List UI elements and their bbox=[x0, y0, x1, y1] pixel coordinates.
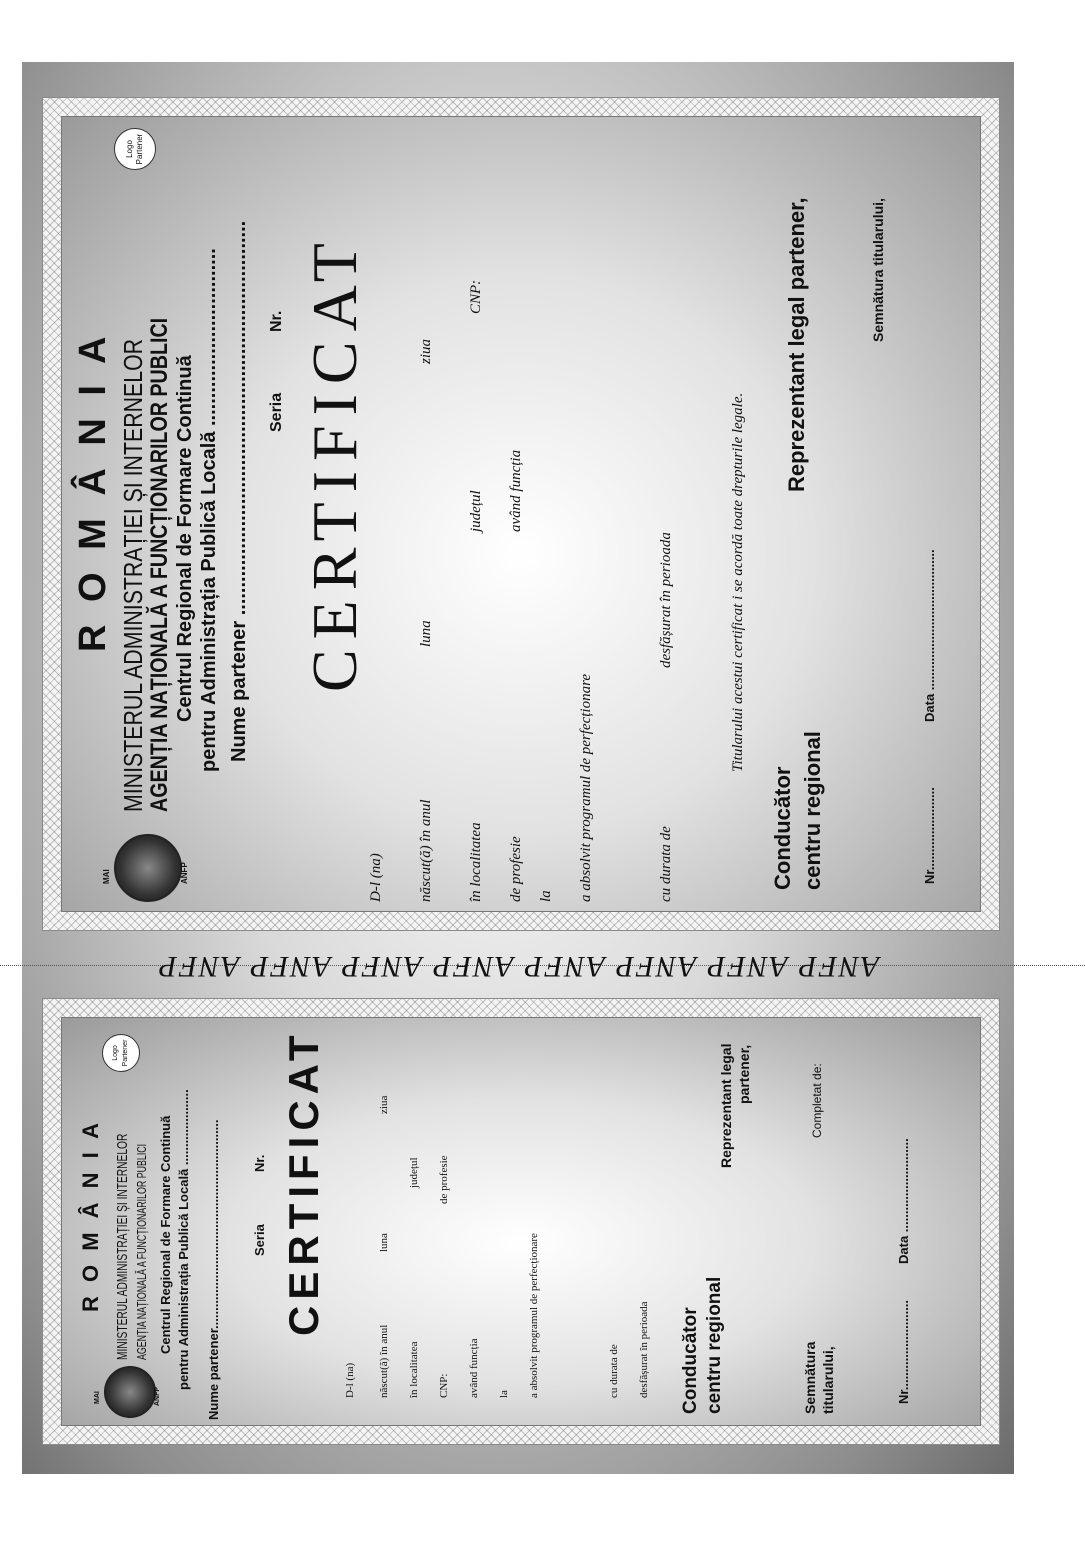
large-certificate-content bbox=[62, 120, 976, 912]
anfp-strip-text: ANFP ANFP ANFP ANFP ANFP ANFP ANFP ANFP bbox=[156, 950, 880, 983]
large-partner-name: Nume partener ....................................................................... bbox=[228, 220, 250, 762]
large-day-label: ziua bbox=[418, 338, 434, 364]
small-ministry: MINISTERUL ADMINISTRAȚIEI ȘI INTERNELOR bbox=[114, 1133, 131, 1360]
small-day-label: ziua bbox=[378, 1095, 390, 1114]
small-nr-line: Nr......................... bbox=[896, 1299, 911, 1404]
large-leader-line2: centru regional bbox=[800, 731, 825, 890]
small-holder-line1: Semnătura bbox=[802, 1341, 818, 1414]
large-profession-label: de profesie bbox=[508, 836, 524, 902]
large-la-label: la bbox=[538, 890, 554, 902]
large-country: R O M Â N I A bbox=[72, 330, 114, 652]
small-legal-rep-line1: Reprezentant legal bbox=[718, 1043, 734, 1168]
large-date-line: Data ....................................... bbox=[922, 549, 937, 722]
large-leader-line1: Conducător bbox=[770, 766, 795, 890]
large-period-label: desfășurat în perioada bbox=[658, 532, 674, 668]
large-seal-top-label: MAI bbox=[102, 869, 111, 884]
small-title: CERTIFICAT bbox=[280, 1029, 327, 1336]
large-centre-line2: pentru Administrația Publică Locală ................................ bbox=[198, 248, 220, 772]
small-country: R O M Â N I A bbox=[78, 1119, 103, 1312]
large-holder-signature: Semnătura titularului, bbox=[870, 198, 886, 342]
small-dl-label: D-l (na) bbox=[344, 1362, 356, 1398]
large-mai-seal-icon bbox=[114, 834, 182, 902]
large-locality-label: în localitatea bbox=[468, 822, 484, 902]
small-duration-label: cu durata de bbox=[608, 1344, 620, 1398]
large-duration-label: cu durata de bbox=[658, 826, 674, 902]
small-partner-logo: Logo Partener bbox=[102, 1034, 140, 1072]
small-serie-label: Seria bbox=[252, 1224, 267, 1256]
small-born-label: născut(ă) în anul bbox=[378, 1324, 390, 1398]
small-mai-seal-icon bbox=[104, 1366, 156, 1418]
large-legal-rep: Reprezentant legal partener, bbox=[784, 197, 809, 492]
small-date-line: Data .......................... bbox=[896, 1138, 911, 1264]
small-period-label: desfășurat în perioada bbox=[638, 1301, 650, 1398]
small-function-label: având funcția bbox=[468, 1338, 480, 1398]
small-nr-label: Nr. bbox=[252, 1154, 267, 1172]
small-la-label: la bbox=[498, 1390, 510, 1398]
small-completed-label: Completat de: bbox=[810, 1063, 824, 1138]
large-centre-line1: Centrul Regional de Formare Continuă bbox=[174, 355, 196, 722]
small-locality-label: în localitatea bbox=[408, 1341, 420, 1398]
large-cnp-label: CNP: bbox=[468, 279, 484, 314]
small-month-label: luna bbox=[378, 1233, 390, 1252]
large-nr-line: Nr....................... bbox=[922, 787, 937, 884]
small-county-label: județul bbox=[408, 1157, 420, 1188]
large-month-label: luna bbox=[418, 620, 434, 647]
large-nr-label: Nr. bbox=[268, 310, 285, 332]
small-seal-bottom-label: ANFP bbox=[154, 1386, 161, 1406]
small-certificate-content bbox=[62, 1022, 976, 1424]
small-legal-rep-line2: partener, bbox=[736, 1044, 752, 1104]
small-program-label: a absolvit programul de perfecționare bbox=[528, 1233, 540, 1398]
large-function-label: având funcția bbox=[508, 449, 524, 532]
large-county-label: județul bbox=[468, 490, 484, 532]
small-profession-label: de profesie bbox=[438, 1155, 450, 1204]
small-partner-name: Nume partener.......................................................... bbox=[206, 1119, 221, 1420]
small-holder-line2: titularului, bbox=[820, 1346, 836, 1414]
large-title: CERTIFICAT bbox=[299, 233, 370, 692]
small-cnp-label: CNP: bbox=[438, 1373, 450, 1398]
large-seal-bottom-label: ANFP bbox=[180, 862, 189, 884]
anfp-strip bbox=[22, 944, 1014, 988]
small-seal-top-label: MAI bbox=[94, 1391, 101, 1404]
large-ministry: MINISTERUL ADMINISTRAȚIEI ȘI INTERNELOR bbox=[118, 338, 148, 812]
large-serie-label: Seria bbox=[268, 392, 285, 432]
small-centre-line2: pentru Administrația Publică Locală ..................... bbox=[176, 1089, 191, 1390]
large-partner-logo: Logo Partener bbox=[114, 128, 156, 170]
large-dl-label: D-l (na) bbox=[368, 853, 384, 902]
small-centre-line1: Centrul Regional de Formare Continuă bbox=[158, 1115, 173, 1354]
large-born-label: născut(ă) în anul bbox=[418, 799, 434, 902]
large-rights-text: Titularului acestui certificat i se acordă toate drepturile legale. bbox=[730, 392, 746, 772]
small-leader-line2: centru regional bbox=[704, 1276, 725, 1414]
large-program-label: a absolvit programul de perfecționare bbox=[578, 673, 594, 902]
large-agency: AGENȚIA NAȚIONALĂ A FUNCȚIONARILOR PUBLICI bbox=[146, 317, 173, 812]
small-agency: AGENȚIA NAȚIONALĂ A FUNCȚIONARILOR PUBLICI bbox=[134, 1143, 149, 1360]
small-leader-line1: Conducător bbox=[680, 1307, 701, 1414]
